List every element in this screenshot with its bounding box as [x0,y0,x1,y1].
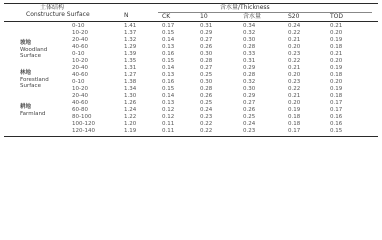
cell: 0.21 [288,93,301,99]
cell: 0.17 [162,23,175,29]
cell: 1.38 [124,79,137,85]
cell: 0.24 [200,107,213,113]
cell: 0.28 [200,58,213,64]
cell: 0.29 [243,93,256,99]
cell: 0.24 [288,23,301,29]
cell: 0.30 [243,37,256,43]
cell: 1.32 [124,37,137,43]
table-row [0,23,382,30]
cell: 0.17 [288,128,301,134]
cell: 0.14 [162,93,175,99]
table-row [0,100,382,107]
col-header-2: 10 [200,13,208,20]
cell: 0.34 [243,23,256,29]
table-row [0,93,382,100]
cell: 0.29 [243,65,256,71]
cell: 0.20 [330,58,343,64]
group-name: 林地 [20,70,32,76]
col-header-3: 含水量 [243,13,262,20]
cell: 0.13 [162,72,175,78]
group-sub: Surface [20,53,41,59]
cell: 0.32 [243,79,256,85]
cell: 0.27 [200,37,213,43]
cell: 0.20 [288,44,301,50]
cell: 0.25 [200,100,213,106]
table-row [0,72,382,79]
cell: 0.20 [330,30,343,36]
cell: 0.20 [330,79,343,85]
cell: 0.16 [162,51,175,57]
row-label: 40-60 [72,100,88,106]
col-header-structure: 土体结构 [40,4,65,11]
table-header-rule [4,21,378,22]
cell: 0.19 [330,65,343,71]
row-label: 20-40 [72,37,88,43]
row-label: 20-40 [72,65,88,71]
cell: 0.18 [330,93,343,99]
cell: 1.24 [124,107,137,113]
row-label: 20-40 [72,93,88,99]
cell: 0.13 [162,44,175,50]
table-bottom-rule [4,136,378,137]
group-header-title: 含水量/Thickness [220,4,270,11]
col-header-5: TOD [330,13,344,20]
cell: 0.12 [162,107,175,113]
row-label: 100-120 [72,121,95,127]
cell: 0.28 [243,72,256,78]
cell: 0.26 [200,44,213,50]
cell: 1.31 [124,65,137,71]
cell: 0.28 [243,44,256,50]
cell: 0.29 [200,30,213,36]
col-header-structure-en: Constructure Surface [26,11,90,18]
table-row [0,76,382,86]
cell: 0.31 [243,58,256,64]
table-row [0,37,382,44]
group-sub: Farmland [20,110,46,117]
cell: 0.23 [288,51,301,57]
row-label: 40-60 [72,72,88,78]
row-label: 10-20 [72,30,88,36]
cell: 1.41 [124,23,137,29]
row-label: 0-10 [72,51,85,57]
cell: 0.16 [330,114,343,120]
cell: 0.23 [200,114,213,120]
cell: 0.28 [200,86,213,92]
row-label: 40-60 [72,44,88,50]
cell: 0.23 [288,79,301,85]
cell: 0.17 [330,100,343,106]
cell: 0.22 [288,30,301,36]
cell: 0.11 [162,128,175,134]
cell: 0.18 [288,121,301,127]
cell: 0.15 [162,30,175,36]
cell: 1.35 [124,58,137,64]
cell: 0.15 [330,128,343,134]
cell: 0.18 [330,44,343,50]
cell: 0.30 [243,86,256,92]
cell: 0.19 [288,107,301,113]
cell: 0.23 [243,128,256,134]
row-label: 0-10 [72,79,85,85]
table-row [0,107,382,114]
cell: 1.22 [124,114,137,120]
cell: 0.32 [243,30,256,36]
group-name: 耕地 [20,104,32,110]
group-sub: Surface [20,83,41,89]
cell: 0.21 [330,51,343,57]
cell: 1.19 [124,128,137,134]
cell: 1.37 [124,30,137,36]
cell: 0.21 [288,65,301,71]
cell: 0.19 [330,86,343,92]
cell: 0.14 [162,65,175,71]
row-label: 80-100 [72,114,92,120]
cell: 0.15 [162,86,175,92]
group-sub: Forestland [20,76,49,83]
cell: 0.33 [243,51,256,57]
cell: 0.17 [330,107,343,113]
cell: 0.25 [200,72,213,78]
table-row [0,30,382,37]
row-label: 10-20 [72,86,88,92]
row-label: 0-10 [72,23,85,29]
cell: 0.18 [330,72,343,78]
cell: 0.22 [288,86,301,92]
cell: 0.25 [243,114,256,120]
cell: 0.19 [330,37,343,43]
cell: 0.13 [162,100,175,106]
cell: 0.31 [200,23,213,29]
table-row [0,44,382,51]
group-sub: Woodland [20,46,48,53]
cell: 0.22 [200,121,213,127]
row-label: 10-20 [72,58,88,64]
table-row [0,51,382,58]
cell: 1.20 [124,121,137,127]
cell: 0.22 [288,58,301,64]
group-name: 坡地 [20,40,32,46]
cell: 1.27 [124,72,137,78]
cell: 1.39 [124,51,137,57]
col-header-1: CK [162,13,171,20]
cell: 0.20 [288,100,301,106]
row-label: 60-80 [72,107,88,113]
row-label: 120-140 [72,128,95,134]
cell: 0.16 [330,121,343,127]
cell: 1.29 [124,44,137,50]
cell: 1.30 [124,93,137,99]
table-row [0,65,382,72]
table-row [0,58,382,65]
table-row [0,121,382,128]
cell: 0.16 [162,79,175,85]
cell: 0.26 [243,107,256,113]
cell: 0.20 [288,72,301,78]
cell: 0.27 [243,100,256,106]
cell: 0.11 [162,121,175,127]
table-row [0,114,382,121]
cell: 0.21 [288,37,301,43]
cell: 0.26 [200,93,213,99]
cell: 0.24 [243,121,256,127]
cell: 0.18 [288,114,301,120]
cell: 0.14 [162,37,175,43]
cell: 1.26 [124,100,137,106]
cell: 0.30 [200,79,213,85]
table-row [0,128,382,135]
table-row [0,86,382,93]
cell: 0.30 [200,51,213,57]
cell: 1.34 [124,86,137,92]
cell: 0.27 [200,65,213,71]
cell: 0.22 [200,128,213,134]
col-header-4: S20 [288,13,300,20]
cell: 0.21 [330,23,343,29]
col-header-n: N [124,12,129,19]
cell: 0.15 [162,58,175,64]
cell: 0.12 [162,114,175,120]
